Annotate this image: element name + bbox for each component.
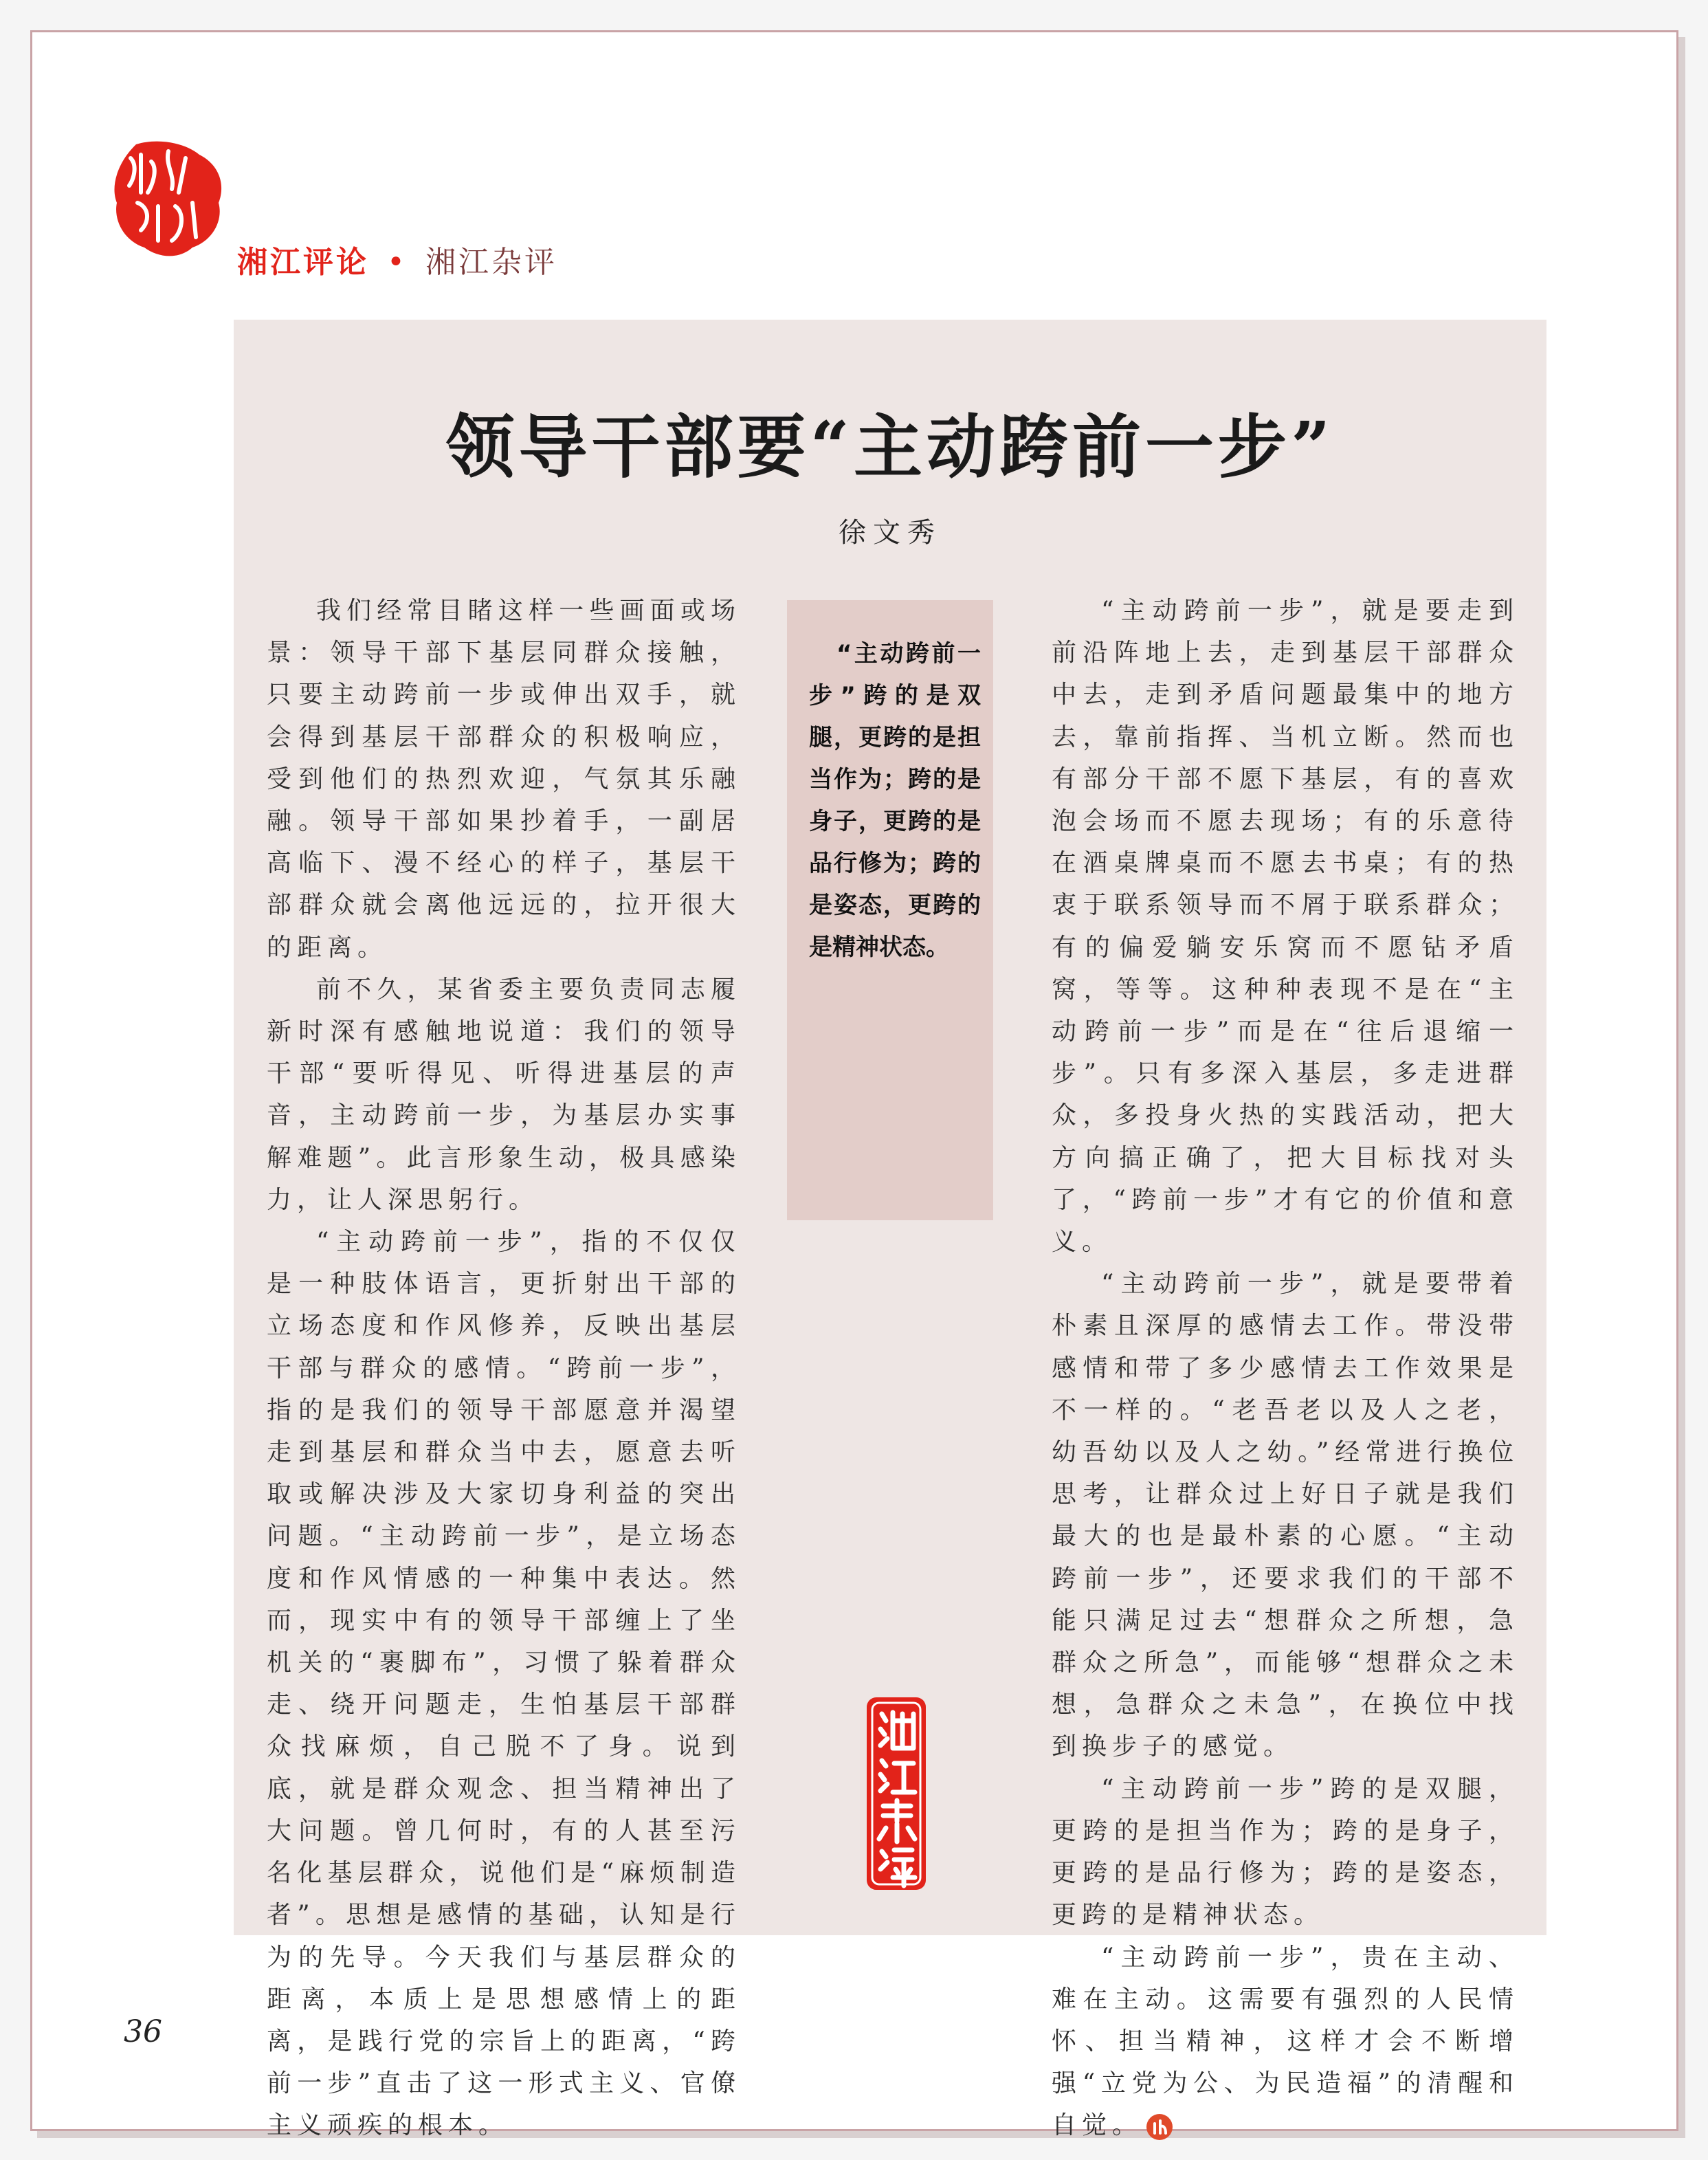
section-separator: • — [387, 245, 408, 280]
section-header — [237, 237, 557, 281]
seal-stamp-icon — [863, 1693, 930, 1894]
paragraph: “主动跨前一步”跨的是双腿，更跨的是担当作为；跨的是身子，更跨的是品行修为；跨的是姿态，更跨的是精神状态。 — [1052, 1774, 1519, 1930]
pull-quote-content: “主动跨前一步”跨的是双腿，更跨的是担当作为；跨的是身子，更跨的是品行修为；跨的是姿态，更跨的是精神状态。 — [809, 640, 981, 961]
paragraph: “主动跨前一步”，就是要带着朴素且深厚的感情去工作。带没带感情和带了多少感情去工作效果是不一样的。“老吾老以及人之老，幼吾幼以及人之幼。”经常进行换位思考，让群众过上好日子就是我们最大的也是最朴素的心愿。“主动跨前一步”，还要求我们的干部不能只满足过去“想群众之所想，急群众之所急”，而能够“想群众之未想，急群众之未急”，在换位中找到换步子的感觉。 — [1052, 1270, 1519, 1761]
paragraph: “主动跨前一步”，指的不仅仅是一种肢体语言，更折射出干部的立场态度和作风修养，反映出基层干部与群众的感情。“跨前一步”，指的是我们的领导干部愿意并渴望走到基层和群众当中去，愿意去听取或解决涉及大家切身利益的突出问题。“主动跨前一步”，是立场态度和作风情感的一种集中表达。然而，现实中有的领导干部缠上了坐机关的“裹脚布”，习惯了躲着群众走、绕开问题走，生怕基层干部群众找麻烦，自己脱不了身。说到底，就是群众观念、担当精神出了大问题。曾几何时，有的人甚至污名化基层群众，说他们是“麻烦制造者”。思想是感情的基础，认知是行为的先导。今天我们与基层群众的距离，本质上是思想感情上的距离，是践行党的宗旨上的距离，“跨前一步”直击了这一形式主义、官僚主义顽疾的根本。 — [267, 1228, 741, 2140]
pull-quote-box — [787, 600, 993, 1220]
paragraph: 前不久，某省委主要负责同志履新时深有感触地说道：我们的领导干部“要听得见、听得进基层的声音，主动跨前一步，为基层办实事解难题”。此言形象生动，极具感染力，让人深思躬行。 — [267, 975, 741, 1214]
page-number: 36 — [124, 2014, 162, 2049]
section-main-label: 湘江评论 — [237, 245, 369, 280]
left-column — [267, 590, 741, 2147]
right-column — [1052, 590, 1519, 2147]
article-title: 领导干部要“主动跨前一步” — [445, 406, 1335, 487]
paragraph: 我们经常目睹这样一些画面或场景：领导干部下基层同群众接触，只要主动跨前一步或伸出双手，就会得到基层干部群众的积极响应，受到他们的热烈欢迎，气氛其乐融融。领导干部如果抄着手，一副居高临下、漫不经心的样子，基层干部群众就会离他远远的，拉开很大的距离。 — [267, 597, 741, 962]
paragraph — [1052, 1937, 1519, 2147]
article-panel — [234, 320, 1546, 2140]
pull-quote-text — [809, 633, 981, 969]
section-sub-label: 湘江杂评 — [425, 245, 557, 280]
end-mark-icon — [1145, 2113, 1174, 2141]
last-paragraph-text: “主动跨前一步”，贵在主动、难在主动。这需要有强烈的人民情怀、担当精神，这样才会不断增强“立党为公、为民造福”的清醒和自觉。 — [1052, 1943, 1519, 2140]
article-author: 徐文秀 — [839, 517, 942, 549]
paragraph: “主动跨前一步”，就是要走到前沿阵地上去，走到基层干部群众中去，走到矛盾问题最集中的地方去，靠前指挥、当机立断。然而也有部分干部不愿下基层，有的喜欢泡会场而不愿去现场；有的乐意待在酒桌牌桌而不愿去书桌；有的热衷于联系领导而不屑于联系群众；有的偏爱躺安乐窝而不愿钻矛盾窝，等等。这种种表现不是在“主动跨前一步”而是在“往后退缩一步”。只有多深入基层，多走进群众，多投身火热的实践活动，把大方向搞正确了，把大目标找对头了，“跨前一步”才有它的价值和意义。 — [1052, 597, 1519, 1257]
magazine-logo-icon — [110, 137, 227, 261]
